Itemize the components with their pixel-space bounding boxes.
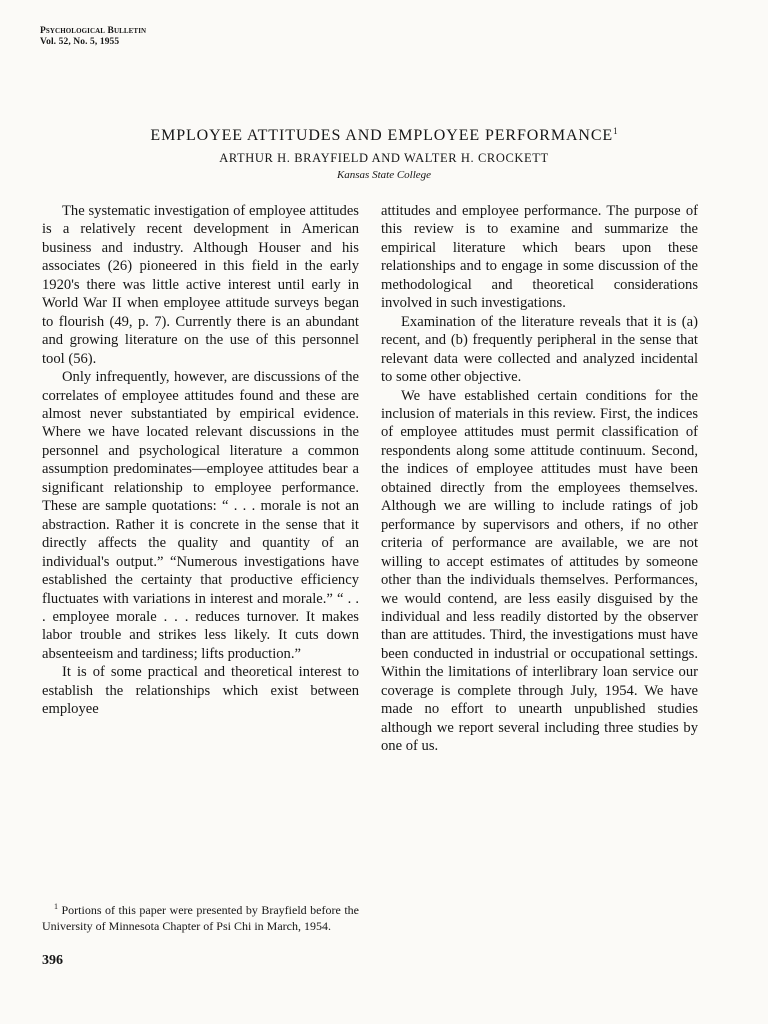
paragraph: The systematic investigation of employee attitudes is a relatively recent development in American business and industry. Although Houser and his associates (26) pioneered in this field in the early 1920's there was little active interest until early in World War II when employee attitude surveys began to flourish (49, p. 7). Currently there is an abundant and growing literature on the use of this personnel tool (56). — [42, 203, 359, 367]
journal-name: Psychological Bulletin — [40, 26, 147, 36]
paragraph: It is of some practical and theoretical interest to establish the relationships which exist between employee — [42, 664, 359, 718]
article-authors: ARTHUR H. BRAYFIELD AND WALTER H. CROCKETT — [219, 151, 549, 165]
paragraph: attitudes and employee performance. The purpose of this review is to examine and summarize the empirical literature which bears upon these relationships and to engage in some discussion of the methodological and theoretical considerations involved in such investigations. — [381, 203, 698, 312]
title-block — [0, 121, 768, 183]
journal-header — [40, 26, 146, 48]
paragraph: We have established certain conditions for the inclusion of materials in this review. First, the indices of employee attitudes must permit classification of respondents along some attitude continuum. Second, the indices of employee attitudes must have been obtained directly from the employees themselves. Although we are willing to include ratings of job performance by supervisors and others, if no other criteria of performance are available, we are not willing to accept estimates of attitudes by someone other than the individuals themselves. Performances, we would contend, are less easily disguised by the individual and less readily distorted by the observer than are attitudes. Third, the investigations must have been conducted in industrial or occupational settings. Within the limitations of interlibrary loan service our coverage is complete through July, 1954. We have made no effort to unearth unpublished studies although we report several including three studies by one of us. — [381, 387, 698, 755]
right-column — [381, 202, 698, 756]
volume-line: Vol. 52, No. 5, 1955 — [40, 37, 120, 47]
footnote-text: Portions of this paper were presented by Brayfield before the University of Minnesota Chapter of Psi Chi in March, 1954. — [42, 903, 359, 933]
page-number: 396 — [42, 953, 63, 968]
title-footnote-mark: 1 — [613, 126, 618, 136]
paragraph: Examination of the literature reveals that it is (a) recent, and (b) frequently peripheral in the sense that relevant data were collected and analyzed incidental to some other objective. — [381, 313, 698, 386]
footnote-paragraph — [42, 899, 359, 934]
article-affiliation: Kansas State College — [336, 169, 432, 181]
article-title-text: EMPLOYEE ATTITUDES AND EMPLOYEE PERFORMANCE — [150, 127, 614, 144]
paragraph: Only infrequently, however, are discussions of the correlates of employee attitudes found and these are almost never substantiated by empirical evidence. Where we have located relevant discussions in the personnel and psychological literature a common assumption predominates—employee attitudes bear a significant relationship to employee performance. These are sample quotations: “ . . . morale is not an abstraction. Rather it is concrete in the sense that it directly affects the quality and quantity of an individual's output.” “Numerous investigations have established the certainty that productive efficiency fluctuates with variations in interest and morale.” “ . . . employee morale . . . reduces turnover. It makes labor trouble and strikes less likely. It cuts down absenteeism and tardiness; lifts production.” — [42, 369, 359, 662]
footnote-mark: 1 — [54, 902, 58, 911]
footnote — [42, 899, 359, 934]
left-column — [42, 202, 359, 719]
article-title — [0, 121, 768, 146]
